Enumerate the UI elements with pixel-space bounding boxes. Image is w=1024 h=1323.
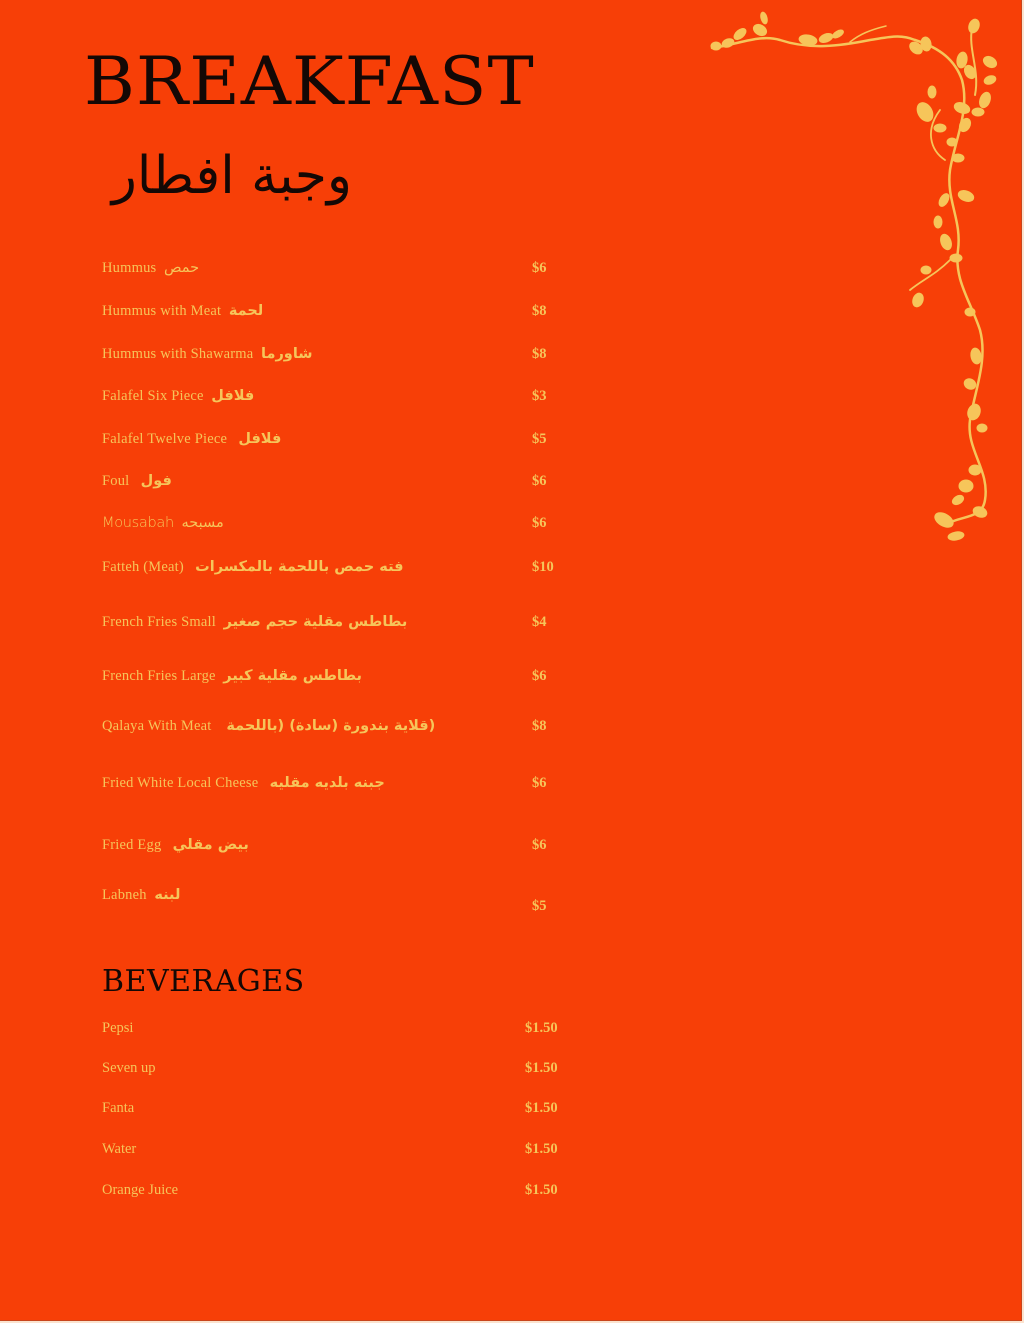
item-name-en: Fatteh (Meat)	[102, 559, 184, 575]
item-price: $6	[532, 515, 547, 531]
item-name-ar: فول	[140, 473, 172, 489]
item-name-ar: بطاطس مقلية حجم صغير	[223, 614, 408, 630]
item-name-ar: حمص	[164, 260, 200, 276]
beverage-item	[102, 1139, 562, 1163]
item-name-en: Falafel Six Piece	[102, 388, 204, 404]
beverage-item	[102, 1058, 562, 1082]
item-price: $8	[532, 303, 547, 319]
item-name-ar: شاورما	[261, 346, 313, 362]
page-title: BREAKFAST	[84, 43, 535, 120]
item-price: $6	[532, 837, 547, 853]
item-name-en: Falafel Twelve Piece	[102, 431, 228, 447]
menu-item	[102, 716, 562, 740]
item-price: $6	[532, 775, 547, 791]
item-price: $8	[532, 718, 547, 734]
menu-item	[102, 471, 562, 495]
menu-item	[102, 386, 562, 410]
item-name-ar: مسبحه	[181, 515, 224, 531]
item-price: $6	[532, 260, 547, 276]
menu-item	[102, 612, 562, 636]
menu-item	[102, 835, 562, 859]
beverage-name: Water	[102, 1141, 137, 1157]
menu-item	[102, 557, 562, 581]
menu-item	[102, 344, 562, 368]
item-price: $4	[532, 614, 547, 630]
menu-item	[102, 773, 562, 797]
item-name-ar: فلافل	[211, 388, 255, 404]
beverage-price: $1.50	[525, 1060, 558, 1076]
item-price: $10	[532, 559, 554, 575]
item-name-en: Fried White Local Cheese	[102, 775, 259, 791]
menu-item	[102, 513, 562, 537]
menu-item	[102, 258, 562, 282]
beverage-name: Seven up	[102, 1060, 156, 1076]
item-name-en: Hummus with Meat	[102, 303, 222, 319]
beverage-price: $1.50	[525, 1020, 558, 1036]
item-price: $5	[532, 431, 547, 447]
beverage-price: $1.50	[525, 1182, 558, 1198]
item-name-ar: فلافل	[238, 431, 282, 447]
menu-item	[102, 429, 562, 453]
item-name-en: Foul	[102, 473, 130, 489]
item-name-ar: لبنه	[154, 887, 181, 903]
item-name-en: French Fries Small	[102, 614, 216, 630]
item-name-en: Qalaya With Meat	[102, 718, 212, 734]
beverage-price: $1.50	[525, 1100, 558, 1116]
item-name-en: Mousabah	[102, 515, 174, 531]
item-price: $5	[532, 898, 547, 914]
beverage-item	[102, 1180, 562, 1204]
beverage-price: $1.50	[525, 1141, 558, 1157]
item-name-ar: فته حمص باللحمة بالمكسرات	[195, 559, 404, 575]
section-title-beverages: BEVERAGES	[102, 964, 305, 999]
item-name-en: Labneh	[102, 887, 147, 903]
menu-item	[102, 301, 562, 325]
item-name-ar: (قلاية بندورة (سادة) (باللحمة	[226, 718, 436, 734]
floral-vine-corner-icon	[700, 0, 1000, 560]
page-title-arabic: وجبة افطار	[111, 146, 352, 206]
item-price: $8	[532, 346, 547, 362]
item-name-ar: بيض مقلي	[172, 837, 249, 853]
item-name-en: Hummus with Shawarma	[102, 346, 254, 362]
item-price: $6	[532, 473, 547, 489]
item-name-en: Fried Egg	[102, 837, 162, 853]
item-name-en: Hummus	[102, 260, 157, 276]
item-name-en: French Fries Large	[102, 668, 216, 684]
menu-item	[102, 885, 562, 919]
menu-item	[102, 666, 562, 690]
item-name-ar: جبنه بلديه مقليه	[269, 775, 385, 791]
item-name-ar: لحمة	[228, 303, 264, 319]
beverage-item	[102, 1098, 562, 1122]
beverage-name: Fanta	[102, 1100, 135, 1116]
item-price: $6	[532, 668, 547, 684]
beverage-item	[102, 1018, 562, 1042]
beverage-name: Pepsi	[102, 1020, 134, 1036]
item-name-ar: بطاطس مقلية كبير	[223, 668, 362, 684]
beverage-name: Orange Juice	[102, 1182, 179, 1198]
item-price: $3	[532, 388, 547, 404]
